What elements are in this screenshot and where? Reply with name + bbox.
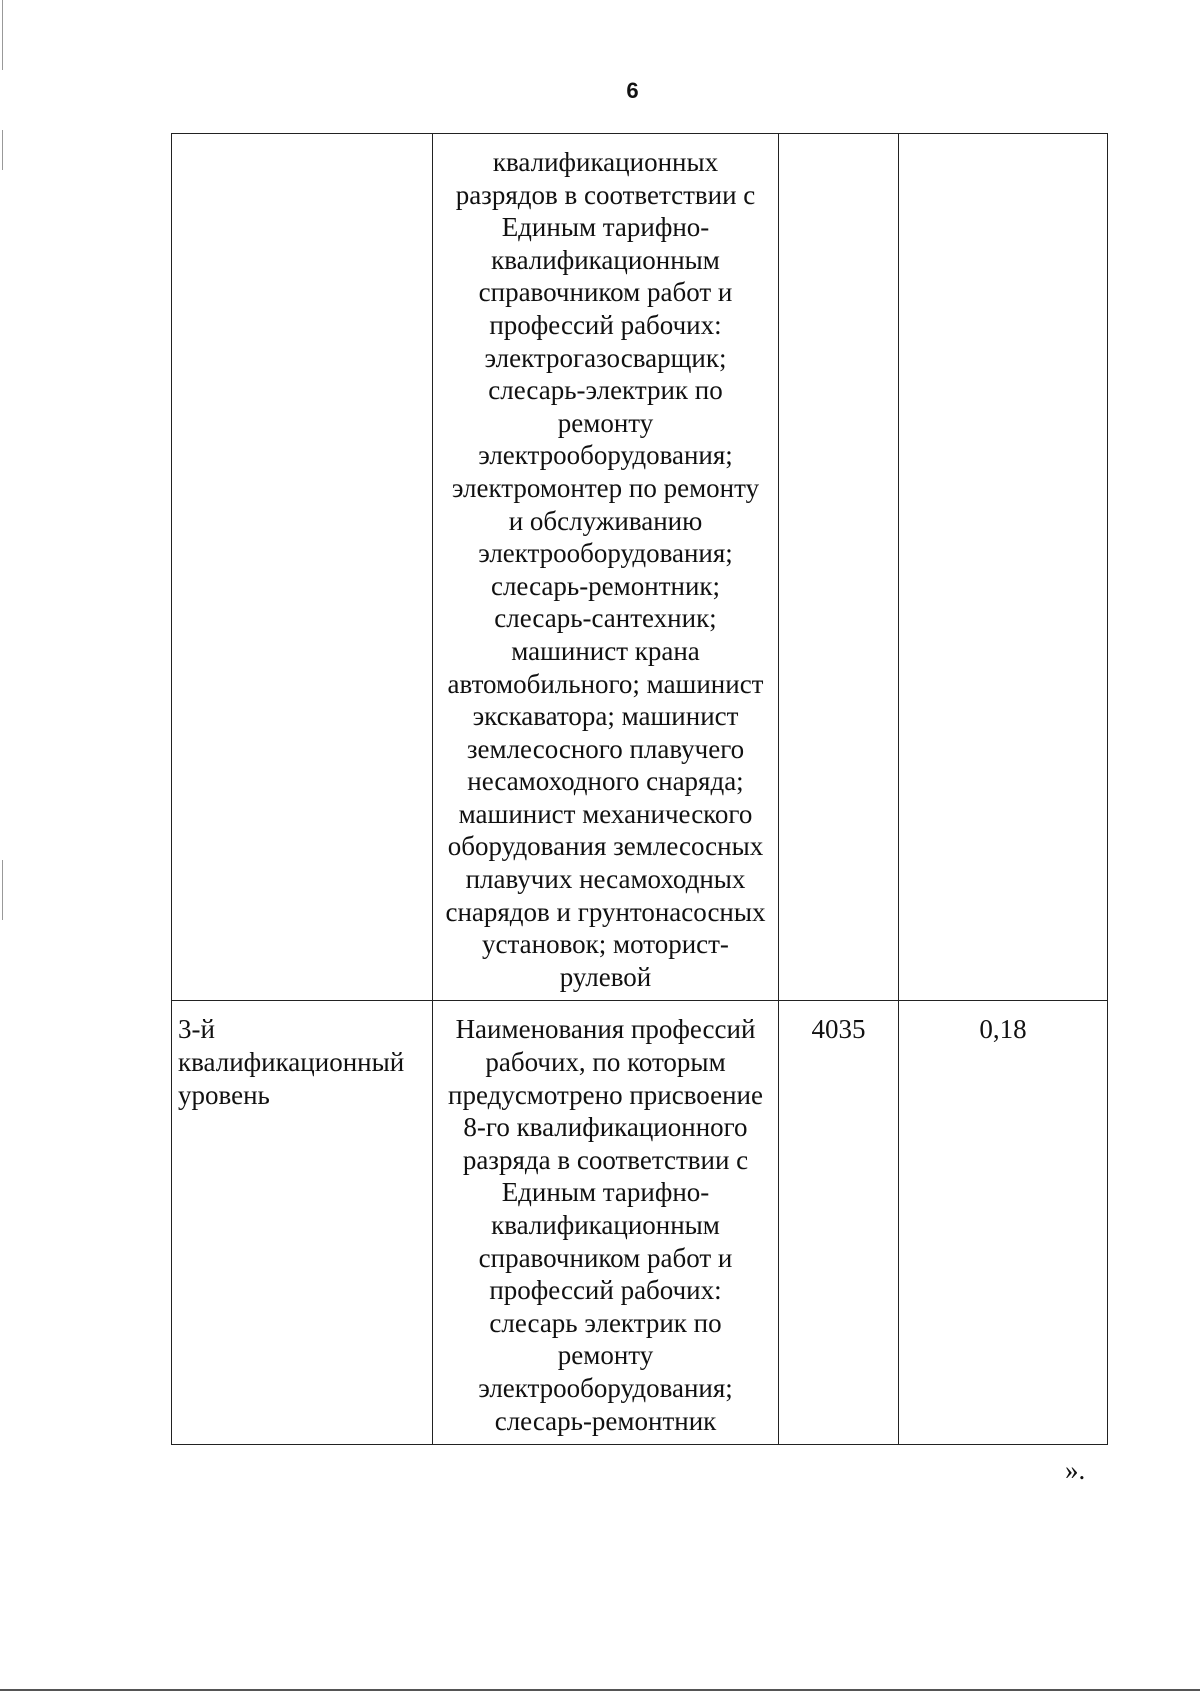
description-line: электромонтер по ремонту (451, 472, 760, 503)
description-line: электрооборудования; (478, 440, 733, 471)
description-line: слесарь-ремонтник; (490, 570, 721, 601)
scan-edge-mark (2, 0, 3, 70)
description-line: справочником работ и (478, 277, 733, 308)
description-line: и обслуживанию (508, 505, 703, 536)
description-line: слесарь-ремонтник (494, 1405, 717, 1436)
description-line: рабочих, по которым (485, 1047, 726, 1078)
description-line: электрогазосварщик; (484, 342, 727, 373)
coefficient-cell (899, 134, 1108, 1001)
description-line: плавучих несамоходных (465, 864, 746, 895)
scan-edge-line (0, 1689, 1200, 1691)
scan-edge-mark (2, 130, 3, 170)
table-row (172, 1001, 1108, 1445)
table-row (172, 134, 1108, 1001)
description-line: автомобильного; машинист (447, 668, 764, 699)
description-cell (433, 1001, 779, 1445)
description-line: Наименования профессий (455, 1014, 756, 1045)
description-line: электрооборудования; (478, 538, 733, 569)
qualification-table (171, 133, 1108, 1445)
description-line: машинист механического (458, 798, 753, 829)
description-line: слесарь-электрик по (488, 375, 723, 406)
description-line: слесарь-сантехник; (494, 603, 717, 634)
closing-quote-mark: ». (1065, 1455, 1086, 1485)
description-line: электрооборудования; (478, 1372, 733, 1403)
description-line: справочником работ и (478, 1242, 733, 1273)
description-line: землесосного плавучего (466, 733, 745, 764)
description-line: квалификационных (492, 147, 719, 177)
level-cell (172, 134, 433, 1001)
description-line: экскаватора; машинист (472, 701, 739, 732)
description-line: снарядов и грунтонасосных (445, 896, 766, 927)
description-line: Единым тарифно- (501, 212, 710, 243)
level-line: 3-й (178, 1014, 215, 1045)
description-line: ремонту (557, 1340, 654, 1371)
description-line: профессий рабочих: (489, 309, 722, 340)
description-line: оборудования землесосных (447, 831, 764, 862)
description-line: разрядов в соответствии с (455, 179, 756, 210)
description-line: несамоходного снаряда; (467, 766, 744, 797)
salary-cell (779, 134, 899, 1001)
description-line: установок; моторист- (482, 929, 729, 960)
level-line: квалификационный (178, 1047, 405, 1078)
description-line: Единым тарифно- (501, 1177, 710, 1208)
description-line: квалификационным (491, 244, 720, 275)
description-line: рулевой (559, 961, 652, 992)
description-line: профессий рабочих: (489, 1275, 722, 1306)
description-line: квалификационным (491, 1210, 720, 1240)
description-line: слесарь электрик по (489, 1307, 722, 1338)
description-cell (433, 134, 779, 1001)
description-line: разряда в соответствии с (462, 1144, 749, 1175)
level-cell (172, 1001, 433, 1445)
page-number: 6 (626, 78, 639, 103)
description-line: машинист крана (511, 635, 700, 666)
description-line: 8-го квалификационного (463, 1112, 748, 1143)
salary-cell: 4035 (779, 1001, 899, 1445)
description-line: ремонту (557, 407, 654, 438)
coefficient-cell: 0,18 (899, 1001, 1108, 1445)
description-line: предусмотрено присвоение (448, 1079, 763, 1110)
level-line: уровень (178, 1079, 270, 1110)
scan-edge-mark (2, 860, 3, 920)
